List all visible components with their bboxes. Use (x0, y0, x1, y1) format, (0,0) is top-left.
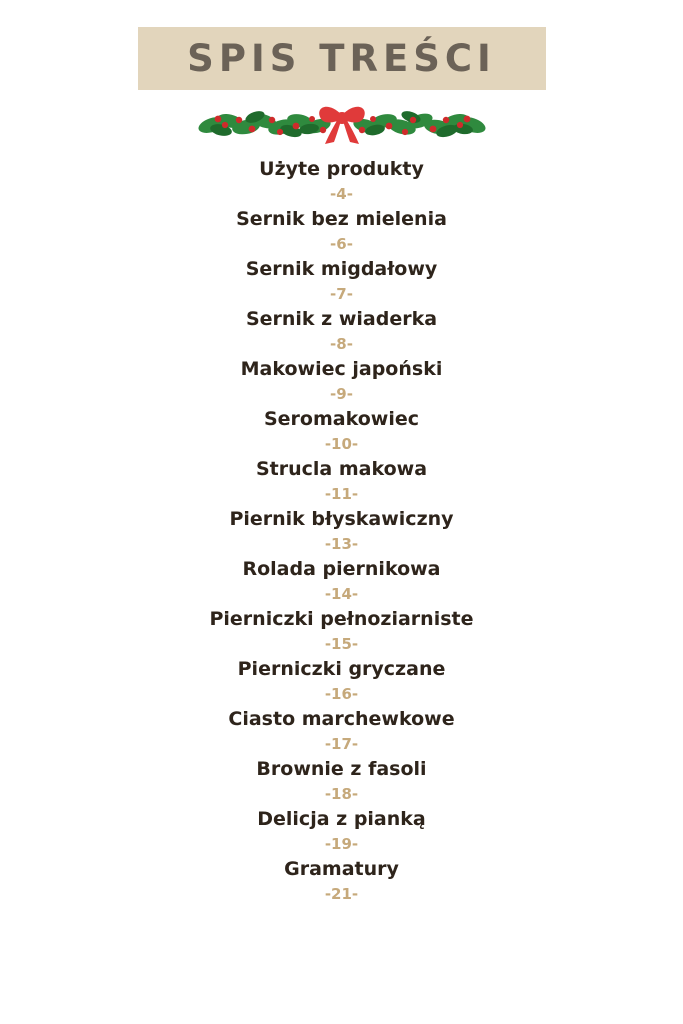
entry-page-number: -7- (330, 285, 353, 303)
entry-page-number: -15- (324, 635, 359, 653)
list-item[interactable] (228, 705, 454, 755)
entry-title: Delicja z pianką (257, 808, 426, 830)
list-item[interactable] (257, 805, 426, 855)
list-item[interactable] (236, 205, 447, 255)
entry-title: Brownie z fasoli (256, 758, 427, 780)
list-item[interactable] (242, 555, 440, 605)
entry-page-number: -18- (324, 785, 359, 803)
list-item[interactable] (229, 505, 453, 555)
entry-title: Użyte produkty (259, 158, 424, 180)
list-item[interactable] (246, 305, 437, 355)
list-item[interactable] (264, 405, 419, 455)
entry-page-number: -8- (330, 335, 353, 353)
entry-page-number: -21- (324, 885, 359, 903)
entry-page-number: -17- (324, 735, 359, 753)
entry-title: Pierniczki gryczane (237, 658, 446, 680)
entry-title: Makowiec japoński (240, 358, 443, 380)
entry-page-number: -19- (324, 835, 359, 853)
list-item[interactable] (241, 355, 443, 405)
entry-page-number: -9- (330, 385, 353, 403)
entry-title: Ciasto marchewkowe (228, 708, 455, 730)
entry-title: Piernik błyskawiczny (229, 508, 454, 530)
entry-title: Seromakowiec (263, 408, 419, 430)
list-item[interactable] (209, 605, 473, 655)
list-item[interactable] (246, 255, 438, 305)
entry-title: Gramatury (284, 858, 399, 880)
entry-page-number: -4- (330, 185, 353, 203)
contents-list (0, 155, 683, 905)
entry-title: Sernik bez mielenia (236, 208, 447, 230)
entry-title: Sernik migdałowy (245, 258, 438, 280)
entry-page-number: -11- (324, 485, 359, 503)
entry-page-number: -13- (324, 535, 359, 553)
page-title: SPIS TREŚCI (187, 37, 496, 80)
list-item[interactable] (284, 855, 399, 905)
entry-title: Strucla makowa (255, 458, 428, 480)
list-item[interactable] (256, 755, 426, 805)
title-banner (138, 27, 546, 90)
entry-page-number: -10- (324, 435, 359, 453)
list-item[interactable] (238, 655, 446, 705)
entry-title: Rolada piernikowa (242, 558, 441, 580)
holly-garland-icon (192, 99, 492, 145)
entry-title: Sernik z wiaderka (245, 308, 438, 330)
entry-page-number: -14- (324, 585, 359, 603)
list-item[interactable] (259, 155, 424, 205)
list-item[interactable] (256, 455, 427, 505)
entry-page-number: -16- (324, 685, 359, 703)
entry-title: Pierniczki pełnoziarniste (209, 608, 474, 630)
entry-page-number: -6- (330, 235, 353, 253)
